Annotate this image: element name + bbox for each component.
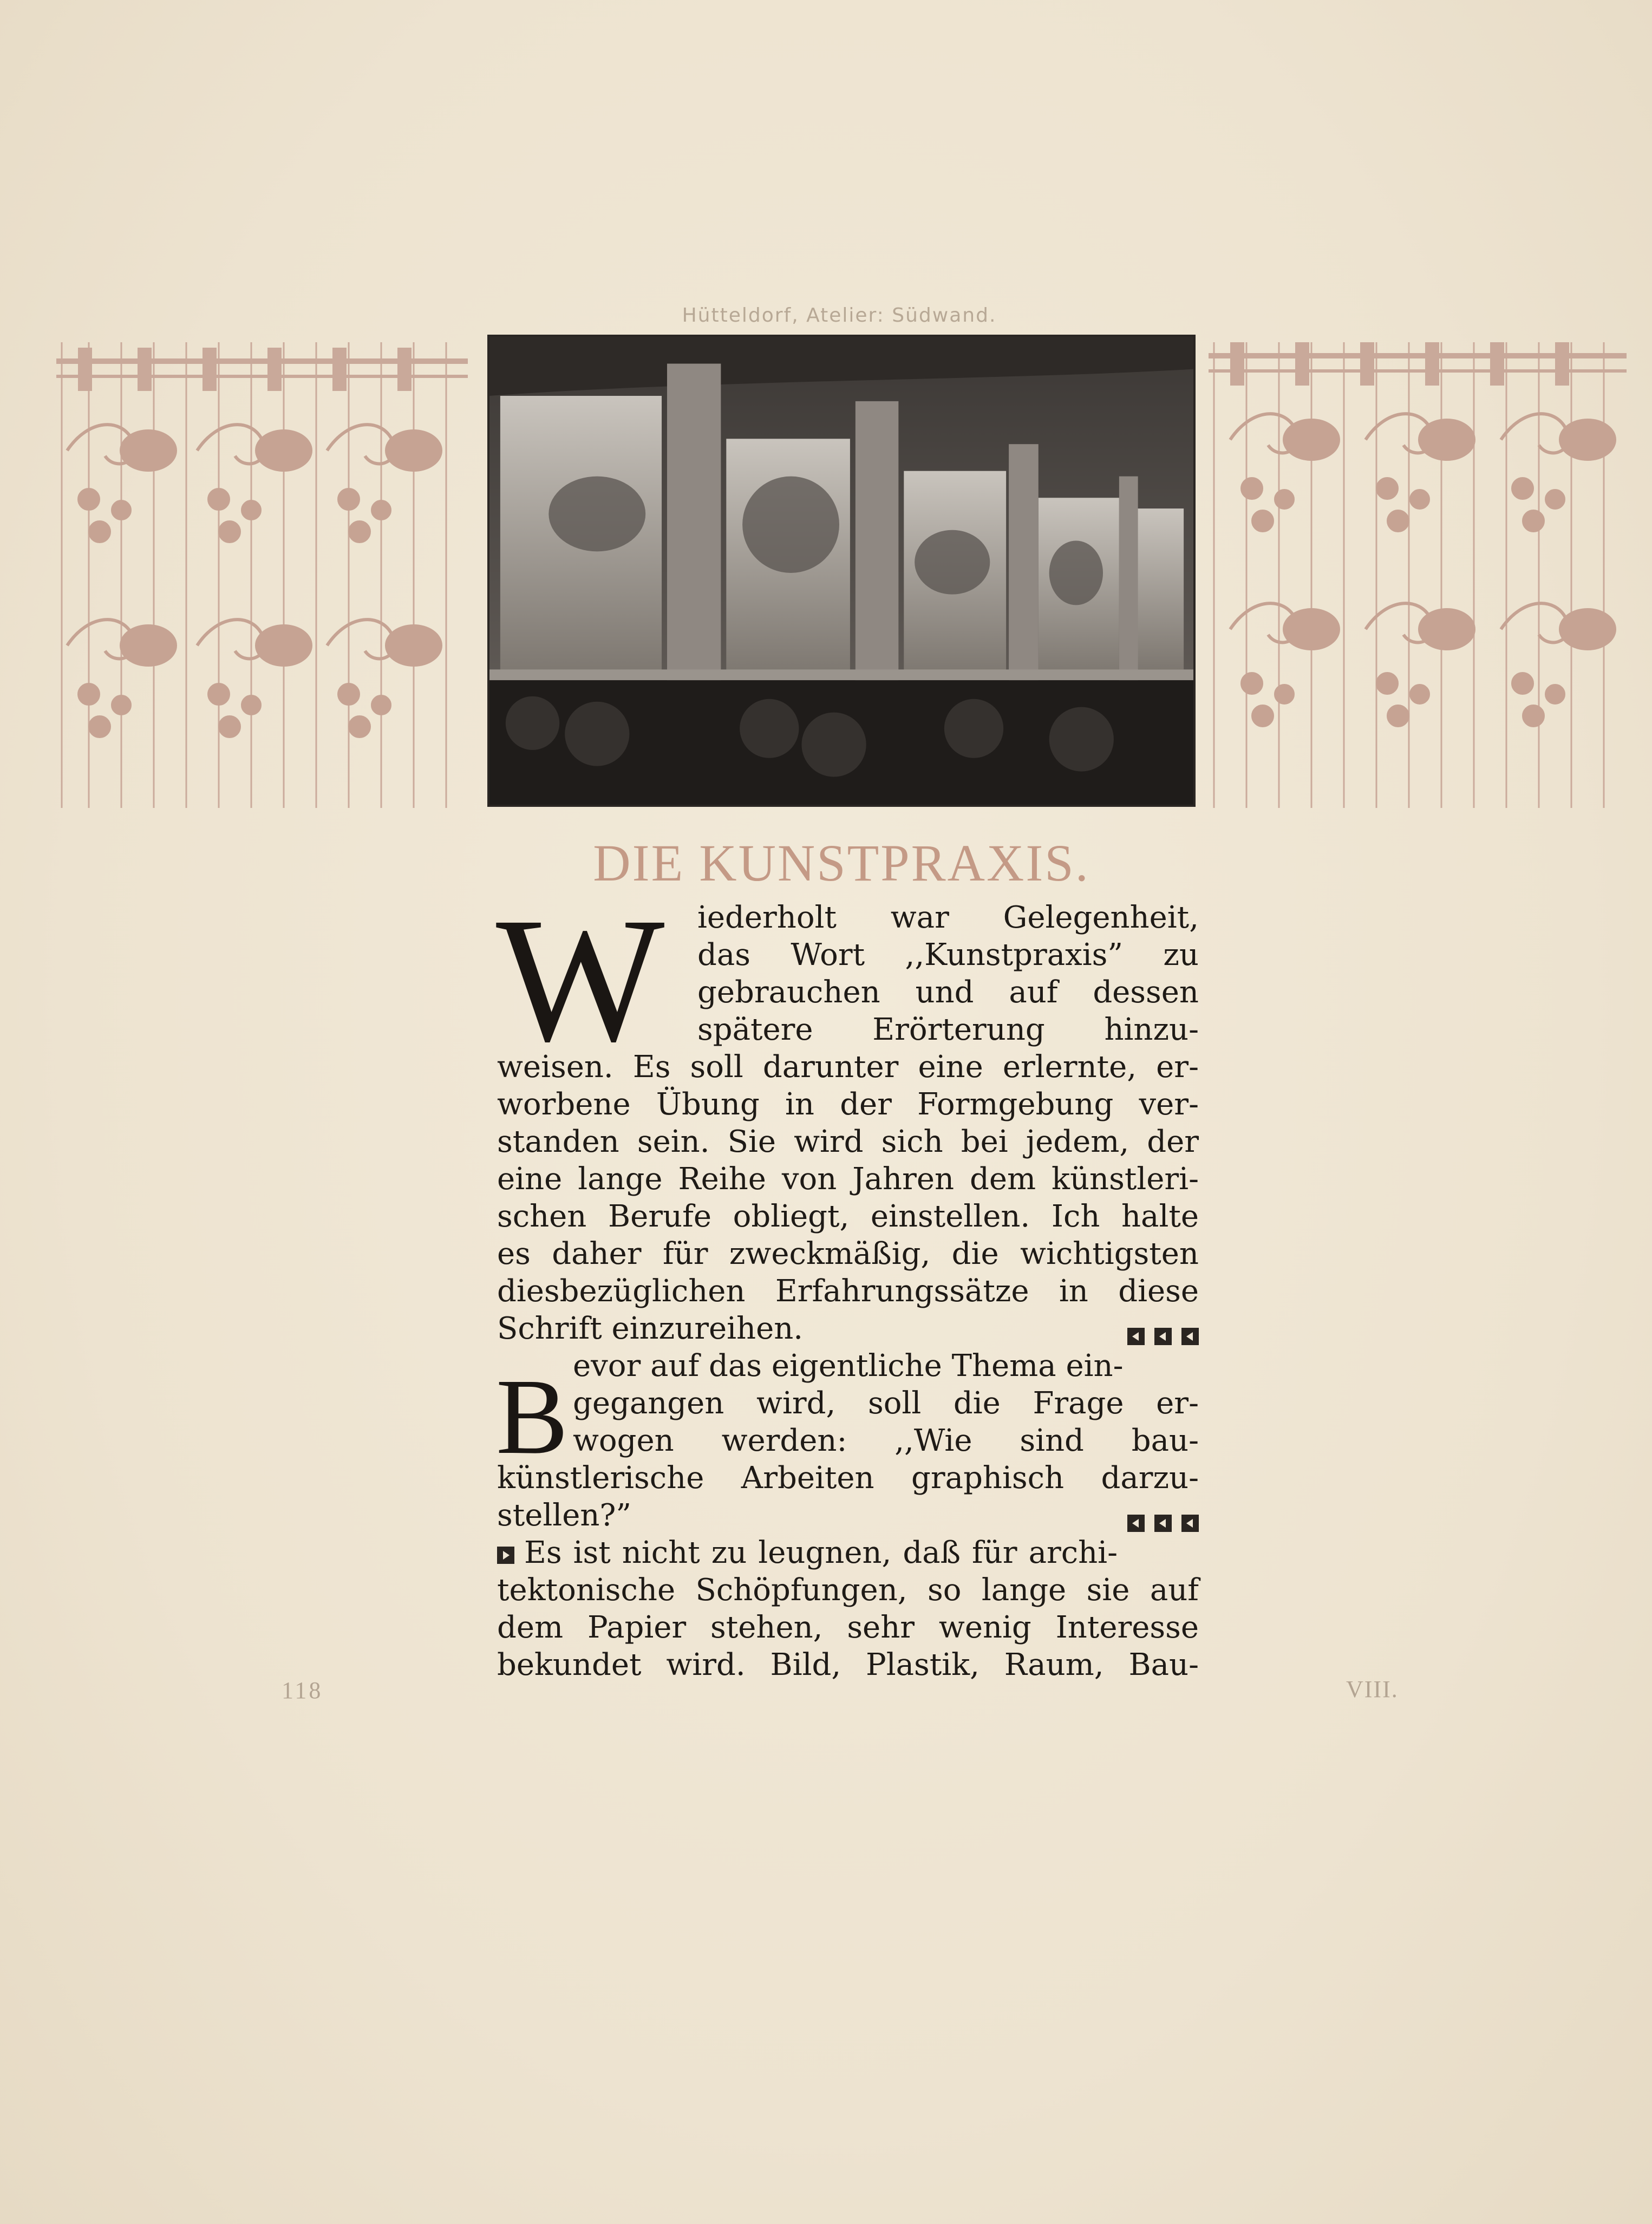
ornament-mark-icon <box>1154 1328 1172 1345</box>
studio-photograph <box>487 335 1196 807</box>
text-line: künstlerische Arbeiten graphisch darzu- <box>497 1460 1199 1496</box>
text-line-start <box>497 1534 1199 1571</box>
body-text <box>496 881 1199 1684</box>
text-line: Es ist nicht zu leugnen, daß für archi- <box>524 1535 1118 1570</box>
text-line: es daher für zweckmäßig, die wichtigsten <box>497 1236 1199 1271</box>
ornament-mark-icon <box>497 1547 514 1564</box>
text-line: gebrauchen und auf dessen <box>697 975 1199 1010</box>
ornament-mark-icon <box>1127 1515 1145 1532</box>
ornament-panel-left <box>56 331 468 808</box>
text-line: iederholt war Gelegenheit, <box>697 900 1199 935</box>
text-line: eine lange Reihe von Jahren dem künstleri- <box>497 1162 1199 1197</box>
ornament-mark-icon <box>1127 1328 1145 1345</box>
text-line: diesbezüglichen Erfahrungssätze in diese <box>497 1274 1199 1309</box>
text-line: weisen. Es soll darunter eine erlernte, er- <box>497 1049 1199 1085</box>
ornament-panel-right <box>1209 331 1627 808</box>
text-line: tektonische Schöpfungen, so lange sie auf <box>497 1573 1199 1608</box>
text-line: Schrift einzureihen. <box>497 1311 804 1346</box>
page-number: 118 <box>282 1677 323 1704</box>
section-number: VIII. <box>1346 1676 1399 1703</box>
text-line: das Wort ,,Kunstpraxis” zu <box>697 937 1199 973</box>
ornament-mark-icon <box>1181 1515 1199 1532</box>
paragraph-end-marks <box>1118 1502 1199 1540</box>
floral-ornament-icon <box>56 331 468 808</box>
text-line-end <box>497 1310 1199 1347</box>
text-line: spätere Erörterung hinzu- <box>697 1012 1199 1047</box>
stained-glass-photo-icon <box>489 337 1193 805</box>
text-line: wogen werden: ,,Wie sind bau- <box>573 1423 1199 1458</box>
ornament-mark-icon <box>1154 1515 1172 1532</box>
text-line-end <box>497 1497 1199 1534</box>
text-line: standen sein. Sie wird sich bei jedem, der <box>497 1124 1199 1159</box>
paragraph-end-marks <box>1118 1315 1199 1353</box>
chapter-title: DIE KUNSTPRAXIS. <box>593 834 1090 892</box>
text-line: gegangen wird, soll die Frage er- <box>573 1386 1199 1421</box>
drop-cap-b: B <box>496 1357 569 1477</box>
text-line: stellen?” <box>497 1498 632 1533</box>
floral-ornament-icon <box>1209 331 1627 808</box>
text-line: bekundet wird. Bild, Plastik, Raum, Bau- <box>497 1647 1199 1682</box>
text-line: dem Papier stehen, sehr wenig Interesse <box>497 1610 1199 1645</box>
ornament-mark-icon <box>1181 1328 1199 1345</box>
text-line: evor auf das eigentliche Thema ein- <box>573 1348 1124 1384</box>
text-line: schen Berufe obliegt, einstellen. Ich halte <box>497 1199 1199 1234</box>
photo-caption: Hütteldorf, Atelier: Südwand. <box>682 304 997 327</box>
drop-cap-w: W <box>496 881 665 1079</box>
text-line: worbene Übung in der Formgebung ver- <box>497 1087 1199 1122</box>
